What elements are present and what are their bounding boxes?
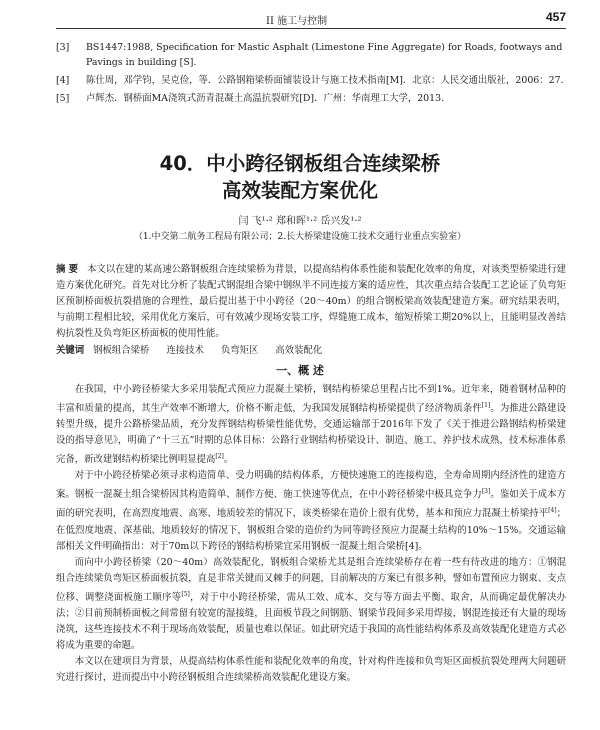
abstract-label: 摘 要 (56, 264, 79, 275)
citation: [4] (548, 507, 557, 515)
running-header (56, 10, 566, 29)
header-section: II 施工与控制 (266, 16, 328, 27)
keyword: 连接技术 (166, 345, 204, 356)
reference-number: [5] (56, 93, 70, 104)
affiliation: （1.中交第二航务工程局有限公司；2.长大桥梁建设施工技术交通行业重点实验室） (133, 232, 467, 242)
paragraph: 在我国，中小跨径桥梁大多采用装配式预应力混凝土梁桥，钢结构桥梁总里程占比不到1%。近年来，随着钢材品种的丰富和质量的提高，其生产效率不断增大，价格不断走低，为我国发展钢结构桥梁提供了经济物质条件[1]。为推进公路建设转型升级，提升公路桥梁品质，充分发挥钢结构桥梁性能优势，交通运输部于2016年下发了《关于推进公路钢结构桥梁建设的指导意见》，明确了“十三五”时期的总体目标：公路行业钢结构桥梁设计、制造、施工、养护技术成熟，技术标准体系完备，新改建钢结构桥梁比例明显提高[2]。 (56, 384, 566, 466)
paragraph: 而向中小跨径桥梁（20～40m）高效装配化，钢板组合梁桥尤其是组合连续梁桥存在着一些有待改进的地方：①钢混组合连续梁负弯矩区桥面板抗裂，直是非常关键而又棘手的问题，目前解决的方案已有很多种，譬如布置预应力钢束、支点位移、调整浇面板施工顺序等[5]，对于中小跨径桥梁，需从工效、成本、交与等方面去平衡、取舍，从而确定最优解决办法；②目前预制桥面板之间常留有较宽的湿接缝，且面板节段之间钢筋、钢梁节段间多采用焊接，钢混连接还有大量的现场浇筑，这些连接技术不利于现场高效装配，质量也难以保证。如此研究适于我国的高性能结构体系及高效装配化建造方式必将成为重要的命题。 (56, 556, 566, 651)
reference-item (56, 73, 566, 88)
reference-text: BS1447:1988, Specification for Mastic Asphalt (Limestone Fine Aggregate) for Roads, footways and Pavings in building [S]. (86, 42, 563, 68)
abstract (56, 262, 566, 342)
body-text (56, 382, 566, 686)
keywords-label: 关键词 (56, 345, 85, 356)
citation: [1] (481, 402, 491, 409)
reference-item (56, 91, 566, 106)
title-line-1: 40．中小跨径钢板组合连续梁桥 (159, 152, 441, 175)
reference-number: [4] (56, 75, 70, 86)
reference-text: 卢辉杰．钢桥面MA浇筑式沥青混凝土高温抗裂研究[D]．广州：华南理工大学，2013. (86, 93, 445, 104)
section-heading: 一、概 述 (276, 364, 324, 377)
authors: 闫 飞¹·² 郑和晖¹·² 岳兴发¹·² (238, 216, 362, 227)
reference-item (56, 40, 566, 70)
reference-text: 陈仕周，邓学钧，吴克俭，等．公路钢箱梁桥面铺装设计与施工技术指南[M]．北京：人民交通出版社，2006：27. (86, 75, 564, 86)
page-number: 457 (545, 10, 566, 24)
keyword: 高效装配化 (275, 345, 323, 356)
citation: [3] (481, 488, 491, 496)
title-line-2: 高效装配方案优化 (221, 179, 378, 202)
references (56, 40, 566, 109)
abstract-text: 本文以在建的某高速公路钢板组合连续梁桥为背景，以提高结构体系性能和装配化效率的角度，对该类型桥梁进行建造方案优化研究。首先对比分析了装配式钢混组合梁中钢纵半不同连接方案的适应性，其次重点结合装配工艺论证了负弯矩区预制桥面板抗裂措施的合理性，最后提出基于中小跨径（20～40m）的组合钢板梁高效装配建造方案。研究结果表明，与前期工程相比较，采用优化方案后，可有效减少现场安装工序，焊缝施工成本，缩短桥梁工期20%以上，且能明显改善结构抗裂性及负弯矩区桥面板的使用性能。 (56, 264, 566, 339)
article-title (0, 150, 600, 204)
citation: [2] (215, 453, 224, 461)
keyword: 负弯矩区 (220, 345, 259, 356)
paragraph: 本文以在建项目为背景，从提高结构体系性能和装配化效率的角度，针对构件连接和负弯矩区面板抗裂处理两大问题研究进行探讨，进而提出中小跨径钢板组合连续梁桥高效装配化建设方案。 (56, 655, 566, 683)
reference-number: [3] (56, 42, 70, 53)
citation: [5] (181, 590, 190, 598)
keyword: 钢板组合梁桥 (93, 345, 150, 356)
keywords (56, 342, 566, 356)
paragraph: 对于中小跨径桥梁必须寻求构造简单、受力明确的结构体系，方便快速施工的连接构造，全寿命周期内经济性的建造方案。钢板一混凝土组合梁桥因其构造简单、制作方便、施工快速等优点，在中小跨径桥梁中极具竞争力[3]。鉴如关于成本方面的研究表明，在高烈度地震、高寒、地质较差的情况下，该类桥梁在造价上很有优势，基本和预应力混凝土桥梁持平[4]；在低烈度地震、深基础、地质较好的情况下，钢板组合梁的造价约为同等跨径预应力混凝土结构的10%～15%。交通运输部相关文件明确指出：对于70m以下跨径的钢结构桥梁宜采用钢板一混凝土组合梁桥[4]。 (56, 470, 566, 552)
